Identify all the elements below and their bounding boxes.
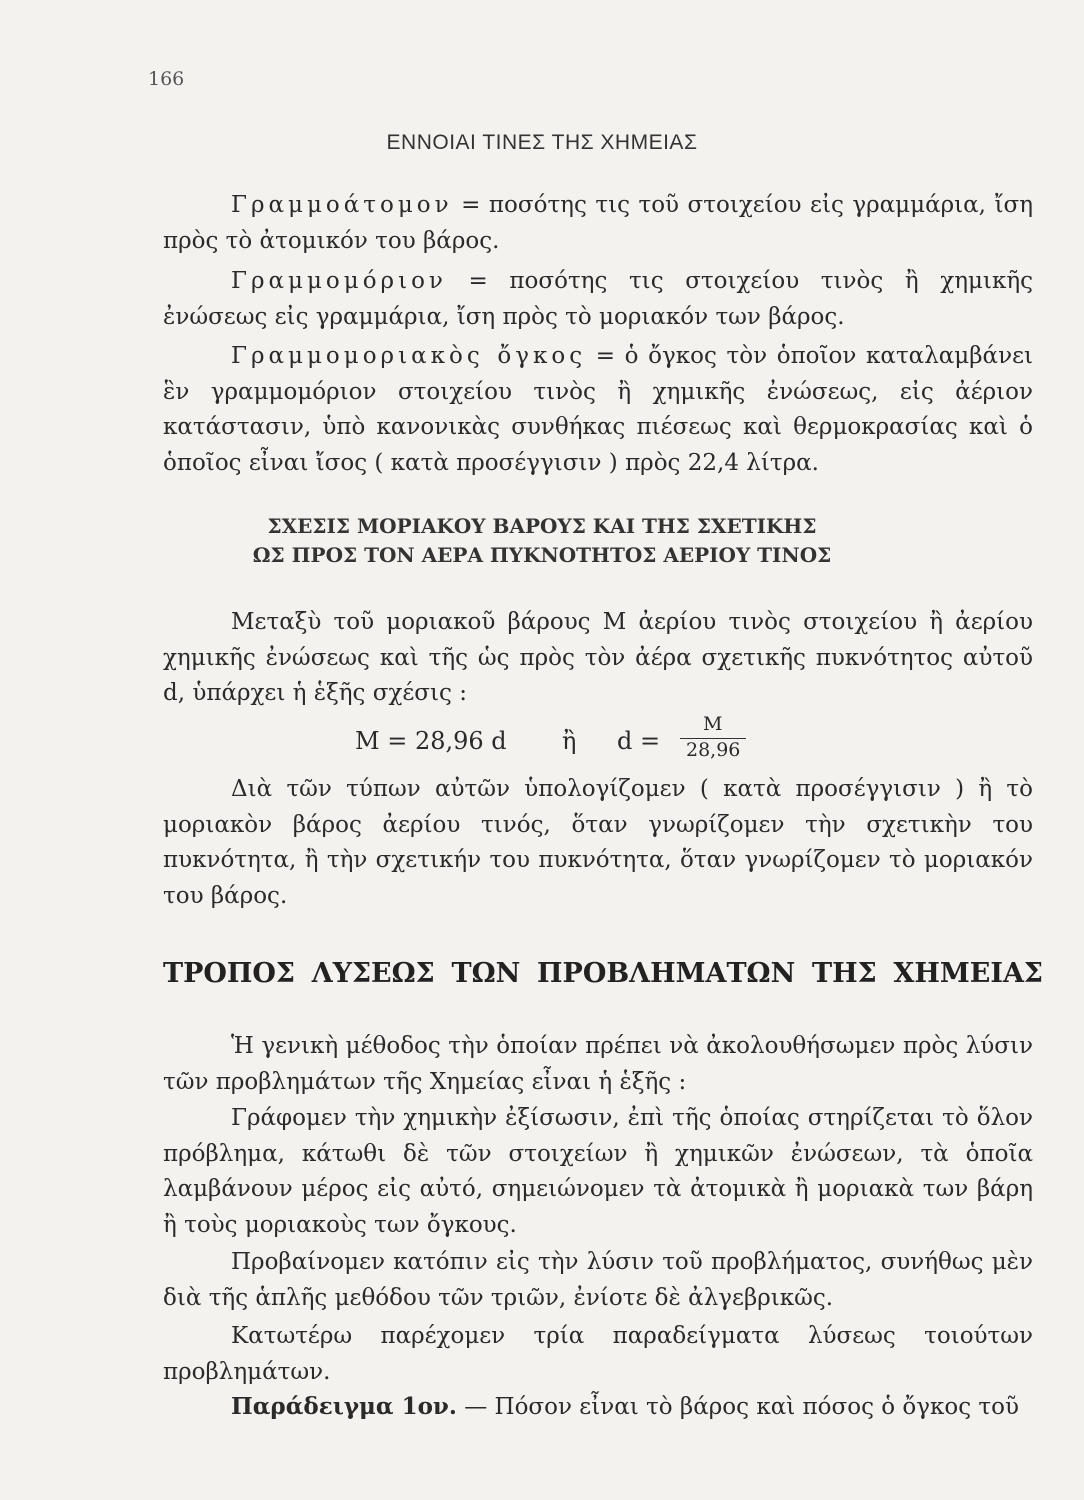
method-paragraph-3 [163, 1245, 1033, 1316]
formula-denominator: 28,96 [680, 738, 746, 761]
method-text: Ἡ γενικὴ μέθοδος τὴν ὁποίαν πρέπει νὰ ἀκολουθήσωμεν πρὸς λύσιν τῶν προβλημάτων τῆς Χημείας εἶναι ἡ ἑξῆς : [163, 1033, 1033, 1095]
subheading-line-2: ΩΣ ΠΡΟΣ ΤΟΝ ΑΕΡΑ ΠΥΚΝΟΤΗΤΟΣ ΑΕΡΙΟΥ ΤΙΝΟΣ [252, 543, 832, 567]
page-number: 166 [148, 68, 185, 90]
subheading [0, 512, 1084, 570]
subheading-line-1: ΣΧΕΣΙΣ ΜΟΡΙΑΚΟΥ ΒΑΡΟΥΣ ΚΑΙ ΤΗΣ ΣΧΕΤΙΚΗΣ [267, 514, 817, 538]
formula-paragraph [163, 772, 1033, 914]
section-title: ΕΝΝΟΙΑΙ ΤΙΝΕΣ ΤΗΣ ΧΗΜΕΙΑΣ [386, 131, 698, 154]
formula-numerator: M [703, 713, 723, 735]
definition-3 [163, 339, 1033, 481]
relation-text: Μεταξὺ τοῦ μοριακοῦ βάρους Μ ἀερίου τινὸς στοιχείου ἢ ἀερίου χημικῆς ἐνώσεως καὶ τῆς ὡς πρὸς τὸν ἀέρα σχετικῆς πυκνότητος αὐτοῦ d, ὑπάρχει ἡ ἑξῆς σχέσις : [163, 609, 1033, 706]
method-paragraph-4 [163, 1319, 1033, 1390]
definition-2 [163, 264, 1033, 335]
definition-term: Γραμμομοριακὸς ὄγκος [231, 343, 587, 369]
formula-or: ἢ [562, 727, 577, 755]
definition-term: Γραμμοάτομον [231, 192, 453, 218]
method-text: Κατωτέρω παρέχομεν τρία παραδείγματα λύσεως τοιούτων προβλημάτων. [163, 1323, 1033, 1385]
method-paragraph-1 [163, 1029, 1033, 1100]
definition-text: = ὁ ὄγκος τὸν ὁποῖον καταλαμβάνει ἓν γραμμομόριον στοιχείου τινὸς ἢ χημικῆς ἐνώσεως, εἰς ἀέριον κατάστασιν, ὑπὸ κανονικὰς συνθήκας πιέσεως καὶ θερμοκρασίας καὶ ὁ ὁποῖος εἶναι ἴσος ( κατὰ προσέγγισιν ) πρὸς 22,4 λίτρα. [163, 343, 1033, 476]
example-paragraph [163, 1389, 1033, 1426]
formula-right-lhs: d = [617, 727, 661, 755]
example-label: Παράδειγμα 1ον. [231, 1393, 457, 1420]
relation-paragraph [163, 605, 1033, 712]
definition-1 [163, 188, 1033, 259]
formula-left: M = 28,96 d [355, 727, 507, 755]
definition-text: = ποσότης τις στοιχείου τινὸς ἢ χημικῆς ἐνώσεως εἰς γραμμάρια, ἴση πρὸς τὸ μοριακόν των βάρος. [163, 268, 1033, 330]
method-text: Προβαίνομεν κατόπιν εἰς τὴν λύσιν τοῦ προβλήματος, συνήθως μὲν διὰ τῆς ἁπλῆς μεθόδου τῶν τριῶν, ἐνίοτε δὲ ἀλγεβρικῶς. [163, 1249, 1033, 1311]
example-text: — Πόσον εἶναι τὸ βάρος καὶ πόσος ὁ ὄγκος τοῦ [456, 1394, 1019, 1420]
method-paragraph-2 [163, 1101, 1033, 1243]
definition-term: Γραμμομόριον [231, 268, 447, 294]
formula-paragraph-text: Διὰ τῶν τύπων αὐτῶν ὑπολογίζομεν ( κατὰ προσέγγισιν ) ἢ τὸ μοριακὸν βάρος ἀερίου τινός, ὅταν γνωρίζομεν τὴν σχετικὴν του πυκνότητα, ἢ τὴν σχετικήν του πυκνότητα, ὅταν γνωρίζομεν τὸ μοριακόν του βάρος. [163, 776, 1033, 909]
definition-text: = ποσότης τις τοῦ στοιχείου εἰς γραμμάρια, ἴση πρὸς τὸ ἀτομικόν του βάρος. [163, 192, 1033, 254]
method-text: Γράφομεν τὴν χημικὴν ἐξίσωσιν, ἐπὶ τῆς ὁποίας στηρίζεται τὸ ὅλον πρόβλημα, κάτωθι δὲ τῶν στοιχείων ἢ χημικῶν ἐνώσεων, τὰ ὁποῖα λαμβάνουν μέρος εἰς αὐτό, σημειώνομεν τὰ ἀτομικὰ ἢ μοριακὰ των βάρη ἢ τοὺς μοριακοὺς των ὄγκους. [163, 1105, 1033, 1238]
main-heading: ΤΡΟΠΟΣ ΛΥΣΕΩΣ ΤΩΝ ΠΡΟΒΛΗΜΑΤΩΝ ΤΗΣ ΧΗΜΕΙΑΣ [163, 958, 1043, 989]
